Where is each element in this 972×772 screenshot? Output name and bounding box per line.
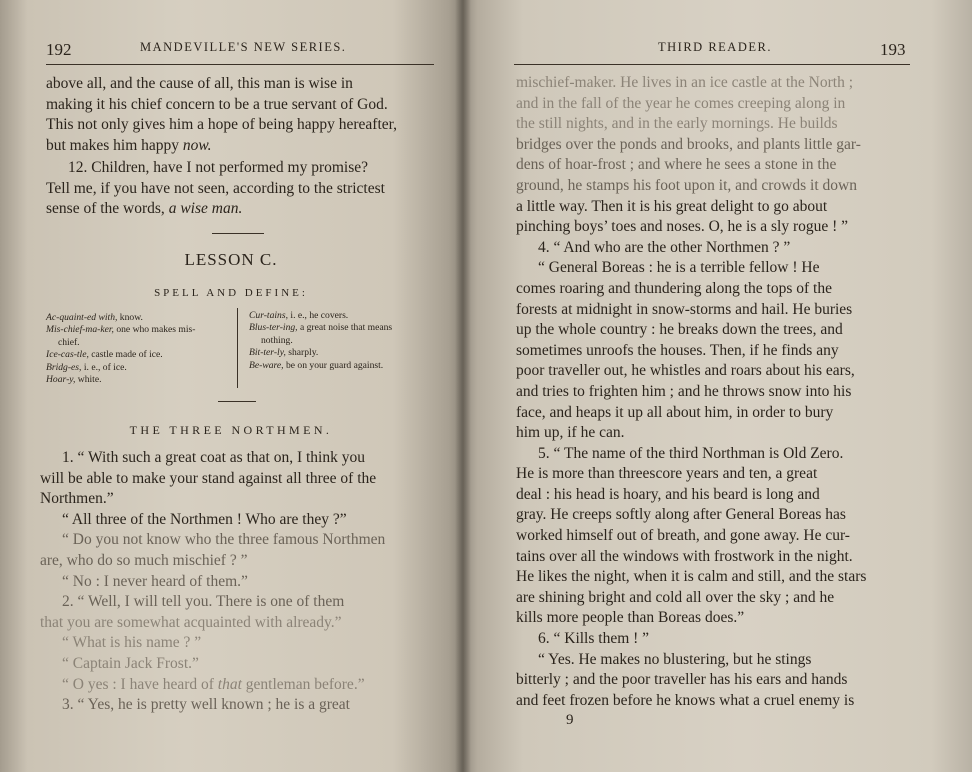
continued-paragraph — [46, 74, 434, 156]
text-line: up the whole country : he breaks down the trees, and — [516, 321, 843, 339]
vocab-entry: Bridg-es, i. e., of ice. — [46, 361, 127, 373]
vocab-entry: Mis-chief-ma-ker, one who makes mis- — [46, 324, 196, 336]
vocab-divider — [237, 308, 238, 388]
text-line: the still nights, and in the early mornings. He builds — [516, 115, 838, 133]
text-line: Northmen.” — [40, 490, 114, 508]
vocab-entry: Be-ware, be on your guard against. — [249, 359, 384, 371]
header-rule — [514, 64, 910, 65]
text-line: 5. “ The name of the third Northman is Old Zero. — [538, 444, 844, 462]
vocab-entry: chief. — [58, 336, 80, 348]
text-line: bitterly ; and the poor traveller has his ears and hands — [516, 671, 848, 689]
text-line: above all, and the cause of all, this man is wise in — [46, 75, 353, 92]
text-line: and in the fall of the year he comes creeping along in — [516, 94, 846, 112]
text-line: pinching boys’ toes and noses. O, he is a sly rogue ! ” — [516, 218, 849, 236]
vocab-entry: Blus-ter-ing, a great noise that means — [249, 322, 393, 334]
text-line: “ General Boreas : he is a terrible fellow ! He — [538, 259, 820, 277]
text-line: but makes him happy now. — [46, 136, 212, 154]
left-page-number: 192 — [46, 40, 72, 59]
text-line: kills more people than Boreas does.” — [516, 609, 745, 627]
text-line: He likes the night, when it is calm and still, and the stars — [516, 568, 867, 586]
text-line: “ O yes : I have heard of that gentleman before.” — [62, 675, 365, 693]
text-line: 4. “ And who are the other Northmen ? ” — [538, 238, 791, 256]
text-line: 6. “ Kills them ! ” — [538, 630, 650, 648]
book-gutter — [455, 0, 471, 772]
text-line: a little way. Then it is his great delight to go about — [516, 197, 828, 215]
text-line: “ Yes. He makes no blustering, but he stings — [538, 650, 812, 668]
text-line: are, who do so much mischief ? ” — [40, 551, 248, 569]
text-line: comes roaring and thundering along the tops of the — [516, 279, 832, 297]
vocab-entry: nothing. — [261, 334, 293, 346]
text-line: “ All three of the Northmen ! Who are they ?” — [62, 510, 347, 528]
text-line: sometimes unroofs the houses. Then, if he finds any — [516, 341, 839, 359]
text-line: gray. He creeps softly along after General Boreas has — [516, 506, 846, 524]
text-line: This not only gives him a hope of being happy hereafter, — [46, 116, 398, 134]
right-page — [462, 0, 972, 772]
vocab-entry: Ice-cas-tle, castle made of ice. — [46, 349, 163, 361]
text-line: and tries to frighten him ; and he throws snow into his — [516, 382, 852, 400]
text-line: making it his chief concern to be a true servant of God. — [46, 95, 388, 113]
text-line: and feet frozen before he knows what a cruel enemy is — [516, 691, 855, 709]
story-text-left — [40, 448, 434, 716]
text-line: are shining bright and cold all over the sky ; and he — [516, 588, 835, 606]
lesson-title: LESSON C. — [184, 250, 278, 269]
vocabulary-list-right — [249, 310, 437, 372]
vocab-entry: Ac-quaint-ed with, know. — [46, 312, 143, 323]
left-page — [0, 0, 462, 772]
spell-define-heading: SPELL AND DEFINE: — [154, 287, 308, 299]
section-divider — [218, 401, 256, 402]
text-line: “ Do you not know who the three famous Northmen — [62, 531, 386, 549]
text-line: “ Captain Jack Frost.” — [62, 654, 199, 672]
signature-mark: 9 — [566, 712, 574, 728]
vocab-entry: Hoar-y, white. — [46, 374, 102, 386]
text-line: “ No : I never heard of them.” — [62, 572, 248, 590]
text-line: Tell me, if you have not seen, according to the strictest — [46, 179, 385, 197]
paragraph-12 — [46, 158, 434, 220]
story-title: THE THREE NORTHMEN. — [129, 423, 333, 437]
text-line: will be able to make your stand against all three of the — [40, 469, 377, 487]
right-page-number: 193 — [880, 40, 906, 59]
header-rule — [46, 64, 434, 65]
text-line: 3. “ Yes, he is pretty well known ; he is a great — [62, 696, 350, 714]
text-line: 12. Children, have I not performed my promise? — [68, 159, 369, 176]
text-line: face, and heaps it up all about him, in order to bury — [516, 403, 834, 421]
text-line: worked himself out of breath, and gone away. He cur- — [516, 527, 850, 545]
story-text-right — [516, 73, 910, 711]
text-line: deal : his head is hoary, and his beard is long and — [516, 485, 820, 503]
vocab-entry: Bit-ter-ly, sharply. — [249, 347, 319, 359]
text-line: ground, he stamps his foot upon it, and crowds it down — [516, 176, 857, 194]
text-line: He is more than threescore years and ten, a great — [516, 465, 818, 483]
text-line: him up, if he can. — [516, 424, 625, 442]
text-line: forests at midnight in snow-storms and hail. He buries — [516, 300, 853, 318]
text-line: dens of hoar-frost ; and where he sees a stone in the — [516, 156, 837, 174]
text-line: “ What is his name ? ” — [62, 634, 202, 652]
text-line: bridges over the ponds and brooks, and plants little gar- — [516, 135, 861, 153]
text-line: sense of the words, a wise man. — [46, 200, 243, 218]
right-running-head: THIRD READER. — [658, 40, 772, 54]
text-line: that you are somewhat acquainted with already.” — [40, 613, 342, 631]
vocab-entry: Cur-tains, i. e., he covers. — [249, 310, 349, 321]
text-line: tains over all the windows with frostwork in the night. — [516, 547, 853, 565]
text-line: poor traveller out, he whistles and roars about his ears, — [516, 362, 855, 380]
text-line: 1. “ With such a great coat as that on, I think you — [62, 449, 365, 466]
text-line: 2. “ Well, I will tell you. There is one of them — [62, 593, 345, 611]
text-line: mischief-maker. He lives in an ice castle at the North ; — [516, 74, 854, 91]
vocabulary-list-left — [46, 312, 232, 386]
section-divider — [212, 233, 264, 234]
left-running-head: MANDEVILLE'S NEW SERIES. — [140, 40, 347, 54]
